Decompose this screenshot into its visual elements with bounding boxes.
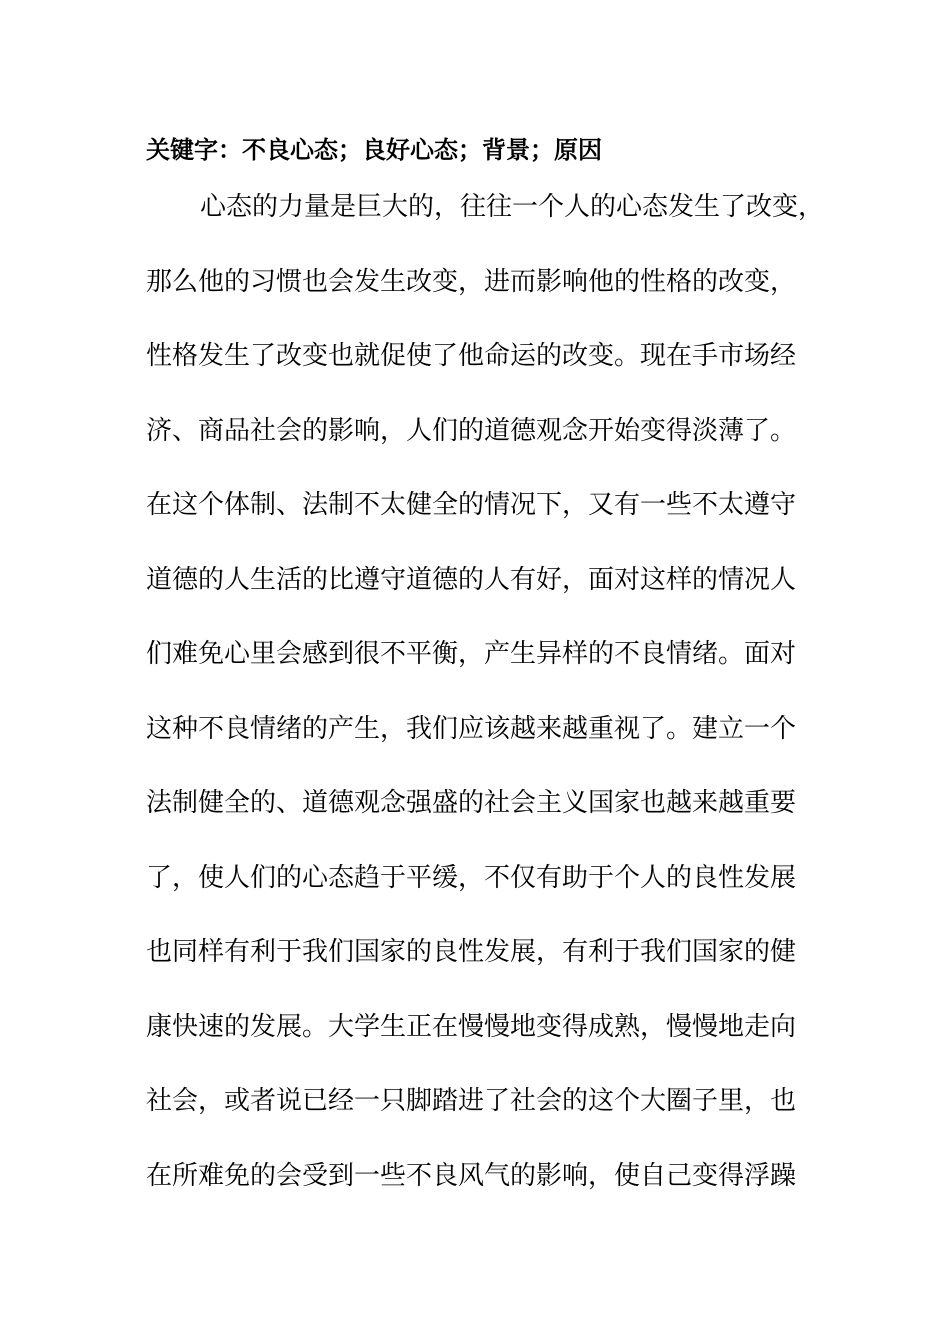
text-line: 道德的人生活的比遵守道德的人有好，面对这样的情况人 bbox=[146, 564, 797, 595]
keywords-line: 关键字：不良心态；良好心态；背景；原因 bbox=[146, 136, 602, 164]
text-line: 这种不良情绪的产生，我们应该越来越重视了。建立一个 bbox=[146, 713, 797, 744]
text-line: 社会，或者说已经一只脚踏进了社会的这个大圈子里，也 bbox=[146, 1086, 797, 1116]
text-line: 们难免心里会感到很不平衡，产生异样的不良情绪。面对 bbox=[146, 639, 797, 669]
text-line: 法制健全的、道德观念强盛的社会主义国家也越来越重要 bbox=[146, 788, 797, 818]
text-line: 也同样有利于我们国家的良性发展，有利于我们国家的健 bbox=[146, 937, 797, 967]
text-line: 济、商品社会的影响，人们的道德观念开始变得淡薄了。 bbox=[146, 415, 797, 446]
body-paragraph bbox=[146, 170, 846, 1213]
text-line: 在这个体制、法制不太健全的情况下，又有一些不太遵守 bbox=[146, 490, 797, 520]
text-line: 在所难免的会受到一些不良风气的影响，使自己变得浮躁 bbox=[146, 1160, 797, 1191]
text-line: 了，使人们的心态趋于平缓，不仅有助于个人的良性发展 bbox=[146, 862, 797, 893]
text-line: 康快速的发展。大学生正在慢慢地变得成熟，慢慢地走向 bbox=[146, 1011, 797, 1042]
text-line: 那么他的习惯也会发生改变，进而影响他的性格的改变， bbox=[146, 266, 797, 297]
text-line: 心态的力量是巨大的，往往一个人的心态发生了改变， bbox=[200, 192, 825, 222]
text-line: 性格发生了改变也就促使了他命运的改变。现在手市场经 bbox=[146, 341, 797, 371]
